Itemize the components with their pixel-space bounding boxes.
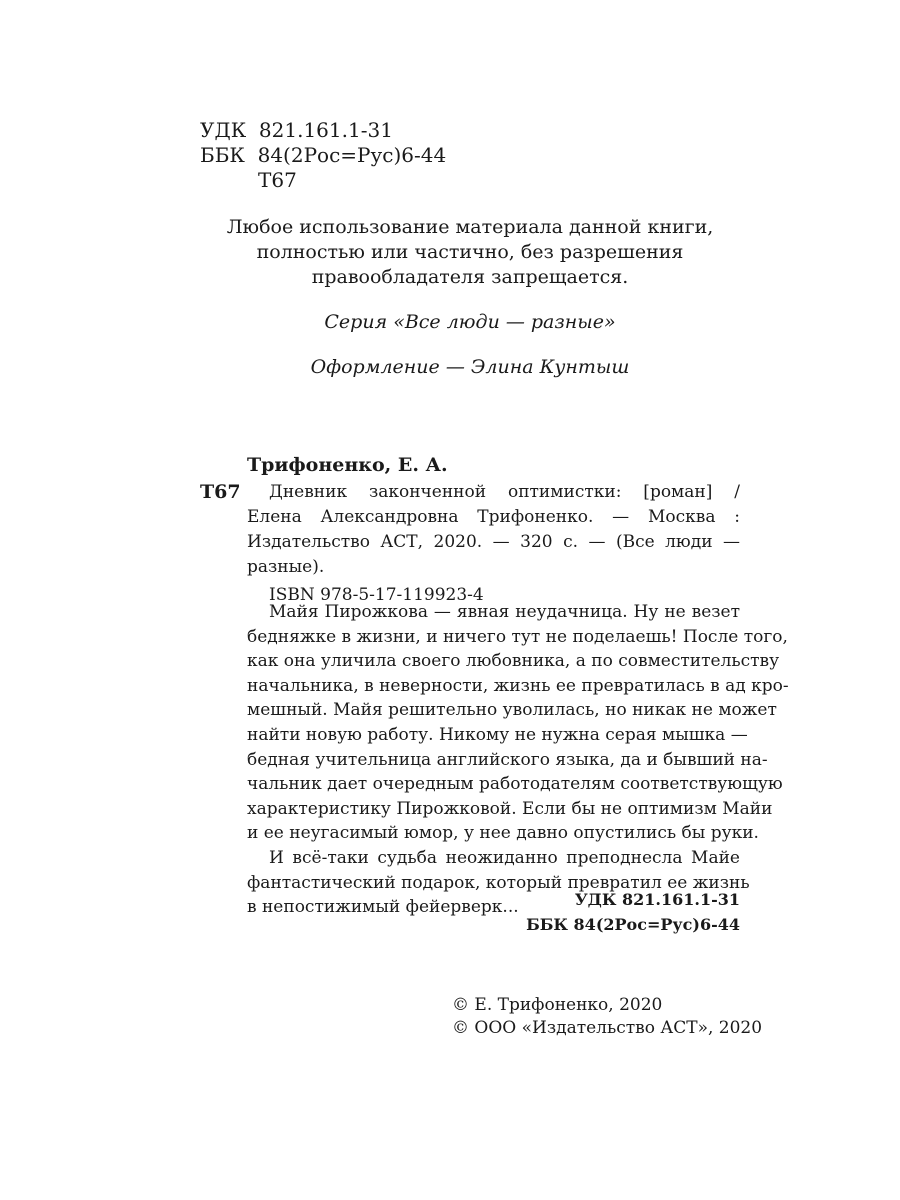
record-line: разные). (247, 557, 325, 577)
annotation-line: Майя Пирожкова — явная неудачница. Ну не везет (269, 602, 740, 622)
annotation-line: найти новую работу. Никому не нужна серая мышка — (247, 725, 748, 745)
notice-line: полностью или частично, без разрешения (256, 241, 684, 263)
udk-value: 821.161.1-31 (258, 118, 393, 142)
series-title: Серия «Все люди — разные» (324, 311, 616, 333)
annotation-line: начальника, в неверности, жизнь ее превратилась в ад кро- (247, 675, 789, 696)
annotation-line: мешный. Майя решительно уволилась, но никак не может (247, 700, 777, 721)
author-mark-top: Т67 (258, 168, 297, 192)
annotation-line: бедная учительница английского языка, да и бывший на- (247, 749, 768, 770)
notice-line: Любое использование материала данной книги, (226, 216, 714, 238)
design-credit: Оформление — Элина Кунтыш (310, 356, 630, 378)
isbn: ISBN 978-5-17-119923-4 (269, 585, 484, 605)
annotation-line: И всё-таки судьба неожиданно преподнесла Майе (269, 848, 740, 868)
udk-label: УДК (200, 118, 247, 142)
annotation-line: в непостижимый фейерверк... (247, 897, 519, 918)
record-line: Елена Александровна Трифоненко. — Москва : (247, 507, 740, 527)
annotation-line: бедняжке в жизни, и ничего тут не поделаешь! После того, (247, 626, 788, 647)
copyright-author: © Е. Трифоненко, 2020 (452, 995, 663, 1015)
notice-line: правообладателя запрещается. (311, 266, 629, 288)
annotation-line: характеристику Пирожковой. Если бы не оптимизм Майи (247, 798, 773, 819)
annotation-line: и ее неугасимый юмор, у нее давно опустились бы руки. (247, 823, 759, 844)
annotation-line: фантастический подарок, который превратил ее жизнь (247, 872, 750, 893)
annotation-line: чальник дает очередным работодателям соответствующую (247, 774, 783, 795)
copyright-publisher: © ООО «Издательство АСТ», 2020 (452, 1018, 763, 1038)
udk-code (200, 120, 393, 140)
bottom-udk: УДК 821.161.1-31 (574, 890, 740, 909)
annotation-line: как она уличила своего любовника, а по совместительству (247, 651, 780, 672)
record-mark: Т67 (200, 481, 241, 503)
bbk-value: 84(2Рос=Рус)6-44 (257, 143, 447, 167)
record-author: Трифоненко, Е. А. (247, 454, 448, 476)
bbk-code (200, 145, 446, 165)
bottom-bbk: ББК 84(2Рос=Рус)6-44 (526, 915, 740, 934)
record-line: Издательство АСТ, 2020. — 320 с. — (Все люди — (247, 532, 740, 552)
bbk-label: ББК (200, 143, 245, 167)
record-line: Дневник законченной оптимистки: [роман] / (269, 482, 740, 502)
